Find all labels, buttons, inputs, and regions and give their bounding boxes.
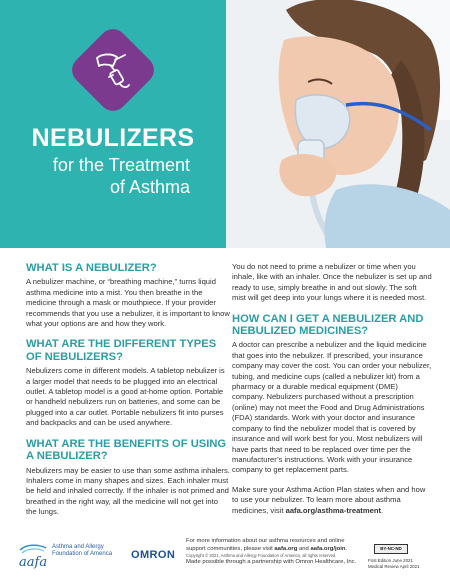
copyright-text: Copyright © 2021, Asthma and Allergy Foundation of America, all rights reserved.: [186, 553, 337, 559]
aafa-logo: [16, 542, 50, 572]
partnership-text: Made possible through a partnership with Omron Healthcare, Inc.: [186, 559, 357, 566]
info-pre: For more information about our asthma resources and online support communities, please visit: [186, 538, 345, 552]
asthma-treatment-link[interactable]: aafa.org/asthma-treatment: [285, 505, 381, 515]
cc-license-badge: BY-NC-ND: [374, 544, 408, 554]
text-benefits: Nebulizers may be easier to use than some asthma inhalers. Inhalers come in many shapes and sizes. Each inhaler must be held and inhaled correctly. If the inhaler is not primed and breathed in the right way, all the medicine will not get into the lungs.: [26, 465, 230, 517]
closing-text: Make sure your Asthma Action Plan states when and how to use your nebulizer. To learn more about asthma medicines, visit: [232, 484, 426, 515]
edition-line1: First Edition June 2021: [368, 558, 413, 563]
hero-teal-panel: [0, 0, 226, 248]
footer-info: [186, 538, 362, 567]
footer: [0, 534, 450, 582]
text-types: Nebulizers come in different models. A tabletop nebulizer is a larger model that needs to be plugged into an electrical outlet. A tabletop model is a good at-home option. Portable or handheld nebulizers run on batteries, and some can be plugged into a car outlet. Portable nebulizers fit into purses and backpacks and can be used anywhere.: [26, 366, 225, 428]
text-how-to-get: A doctor can prescribe a nebulizer and the liquid medicine that goes into the nebulizer. If prescribed, your insurance company may cover the cost. You can order your nebulizer, tubing, and medicine cups (called a nebulizer kit) from a pharmacy or a durable medical equipment (DME) company. Nebulizers purchased without a prescription (online) may not meet the Food and Drug Administrations (FDA) standards. Work with your doctor and insurance company to find the nebulizer model that is covered by insurance and will work best for you. Most nebulizers will have parts that need to be replaced over time per the manufacturer’s instructions. Work with your insurance company to get replacement parts.: [232, 340, 432, 475]
closing-period: .: [380, 505, 384, 515]
text-what-is: A nebulizer machine, or “breathing machine,” turns liquid asthma medicine into a mist. You then breathe in the medicine through a mask or mouthpiece. If your provider recommends that you use a nebulizer, it is important to know what your options are and how they work.: [26, 277, 230, 329]
nebulizer-icon: [87, 44, 139, 96]
hero-photo: [226, 0, 450, 248]
aafa-logo-text: aafa: [19, 555, 48, 570]
info-post: .: [345, 545, 348, 552]
text-benefits-continued: You do not need to prime a nebulizer or time when you inhale, like with an inhaler. Once the nebulizer is set up and ready to use, simply breathe in and out slowly. The soft mist will get deep into your lungs where it is needed most.: [232, 262, 432, 303]
text-closing: [232, 485, 432, 516]
right-column: [232, 262, 432, 525]
page-title: NEBULIZERS: [31, 124, 195, 152]
aafa-name: [52, 544, 112, 559]
omron-logo: OMRON: [131, 549, 176, 561]
heading-how-to-get: HOW CAN I GET A NEBULIZER AND NEBULIZED MEDICINES?: [232, 312, 424, 338]
heading-benefits: WHAT ARE THE BENEFITS OF USING A NEBULIZER?: [26, 437, 227, 463]
page-subtitle-line1: for the Treatment: [52, 155, 190, 175]
heading-types: WHAT ARE THE DIFFERENT TYPES OF NEBULIZERS?: [26, 338, 217, 363]
page-subtitle-line2: of Asthma: [109, 177, 190, 197]
aafa-join-link[interactable]: aafa.org/join: [310, 545, 346, 552]
heading-what-is: WHAT IS A NEBULIZER?: [26, 262, 157, 274]
info-and: and: [298, 545, 309, 552]
left-column: [26, 262, 230, 527]
aafa-name-line1: Asthma and Allergy: [52, 544, 104, 550]
aafa-name-line2: Foundation of America: [52, 551, 113, 558]
hero-banner: [0, 0, 450, 248]
edition-info: [368, 558, 440, 570]
footer-info-line: [186, 538, 362, 553]
edition-line2: Medical Review April 2021: [368, 564, 420, 569]
child-nebulizer-illustration: [226, 0, 450, 248]
aafa-link[interactable]: aafa.org: [274, 545, 298, 552]
